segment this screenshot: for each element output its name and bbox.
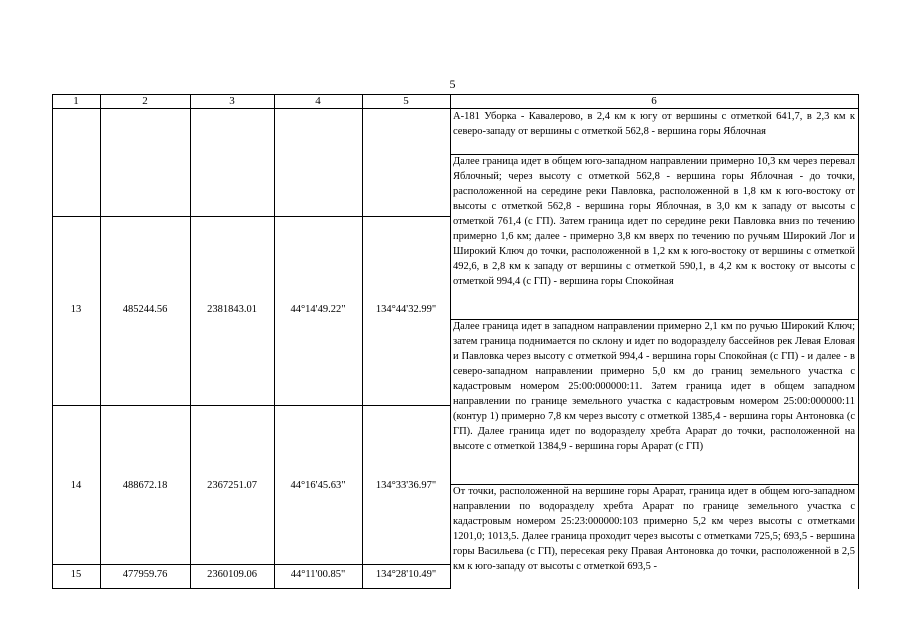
column-header-4: 4 bbox=[315, 95, 321, 107]
column-divider bbox=[362, 94, 363, 589]
coord-x: 477959.76 bbox=[122, 569, 168, 580]
row-divider bbox=[52, 216, 450, 217]
column-header-2: 2 bbox=[142, 95, 148, 107]
coord-x: 488672.18 bbox=[122, 480, 168, 491]
latitude: 44°14'49.22" bbox=[290, 304, 346, 315]
boundary-description: А-181 Уборка - Кавалерово, в 2,4 км к югу от вершины с отметкой 641,7, в 2,3 км к северо-западу от вершины с отметкой 562,8 - вершина горы Яблочная bbox=[453, 111, 855, 137]
coord-y: 2360109.06 bbox=[207, 569, 257, 580]
coord-x: 485244.56 bbox=[122, 304, 168, 315]
table-border bbox=[52, 94, 859, 95]
page-number: 5 bbox=[449, 77, 456, 91]
row-divider bbox=[52, 108, 859, 109]
longitude: 134°28'10.49" bbox=[375, 569, 437, 580]
longitude: 134°33'36.97" bbox=[375, 480, 437, 491]
column-divider bbox=[450, 94, 451, 589]
row-divider bbox=[52, 405, 450, 406]
boundary-description: Далее граница идет в западном направлении примерно 2,1 км по ручью Широкий Ключ; затем граница поднимается по склону и идет по водоразделу бассейнов рек Левая Еловая и Павловка через высоту с отметкой 994,4 - вершина горы Спокойная (с ГП) - и далее - в северо-западном направлении примерно 5,0 км до границ земельного участка с кадастровым номером 25:00:000000:11. Затем граница идет в общем западном направлении по границе земельного участка с кадастровым номером 25:00:000000:11 (контур 1) примерно 7,8 км через высоту с отметкой 1385,4 - вершина горы Антоновка (с ГП). Далее граница идет по водоразделу хребта Арарат до точки, расположенной на высоте с отметкой 1384,9 - вершина горы Арарат (с ГП) bbox=[453, 321, 855, 452]
longitude: 134°44'32.99" bbox=[375, 304, 437, 315]
column-header-6: 6 bbox=[651, 95, 657, 107]
column-divider bbox=[190, 94, 191, 589]
point-number: 13 bbox=[70, 304, 82, 315]
coord-y: 2367251.07 bbox=[207, 480, 257, 491]
column-divider bbox=[274, 94, 275, 589]
row-divider bbox=[52, 564, 450, 565]
point-number: 14 bbox=[70, 480, 82, 491]
table-border bbox=[858, 94, 859, 589]
column-divider bbox=[100, 94, 101, 589]
row-divider bbox=[450, 319, 859, 320]
column-header-5: 5 bbox=[403, 95, 409, 107]
column-header-3: 3 bbox=[229, 95, 235, 107]
latitude: 44°16'45.63" bbox=[290, 480, 346, 491]
boundary-description: От точки, расположенной на вершине горы Арарат, граница идет в общем юго-западном направлении по водоразделу хребта Арарат по границе земельного участка с кадастровым номером 25:23:000000:103 примерно 5,2 км через высоты с отметками 1201,0; 1013,5. Далее граница проходит через высоты с отметками 725,5; 693,5 - вершина горы Васильева (с ГП), пересекая реку Правая Антоновка до точки, расположенной в 2,5 км к юго-западу от высоты с отметкой 693,5 - bbox=[453, 486, 855, 572]
row-divider bbox=[450, 154, 859, 155]
latitude: 44°11'00.85" bbox=[290, 569, 346, 580]
coord-y: 2381843.01 bbox=[207, 304, 257, 315]
row-divider bbox=[52, 588, 450, 589]
row-divider bbox=[450, 484, 859, 485]
column-header-1: 1 bbox=[73, 95, 79, 107]
point-number: 15 bbox=[70, 569, 82, 580]
table-border bbox=[52, 94, 53, 589]
boundary-description: Далее граница идет в общем юго-западном направлении примерно 10,3 км через перевал Яблочный; через высоту с отметкой 562,8 - вершина горы Яблочная - до точки, расположенной на середине реки Павловка, расположенной в 1,8 км к юго-востоку от высоты с отметкой 562,8 - вершина горы Яблочная, в 3,0 км к западу от высоты с отметкой 761,4 (с ГП). Затем граница идет по середине реки Павловка вниз по течению примерно 1,6 км; далее - примерно 3,8 км вверх по течению по ручьям Широкий Лог и Широкий Ключ до точки, расположенной в 1,2 км к юго-востоку от вершины с отметкой 492,6, в 2,8 км к западу от вершины с отметкой 590,1, в 4,2 км к востоку от высоты с отметкой 994,4 (с ГП) - вершина горы Спокойная bbox=[453, 156, 855, 287]
